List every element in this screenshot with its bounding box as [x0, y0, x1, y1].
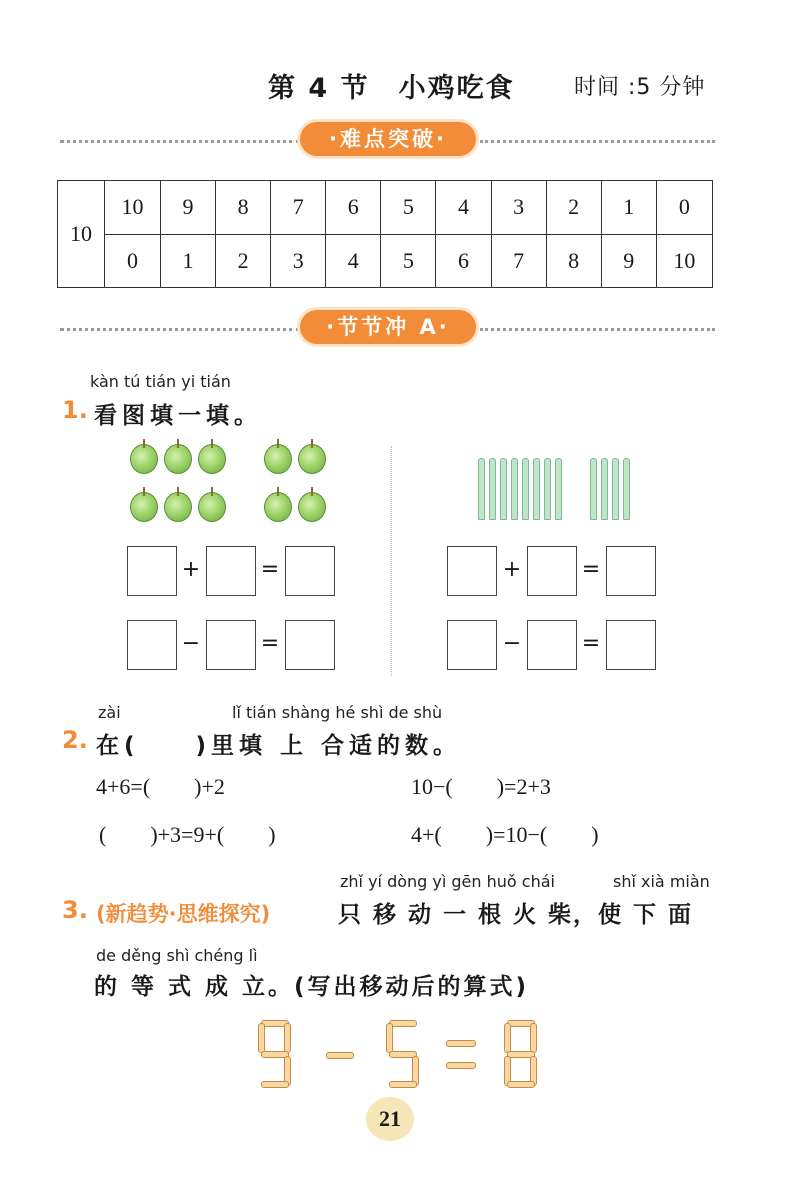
dotted-divider — [480, 140, 715, 143]
table-row — [58, 234, 713, 288]
answer-box[interactable] — [527, 620, 577, 670]
minus-sign: − — [502, 631, 522, 656]
equation-blank[interactable]: ( )+3=9+( ) — [99, 822, 276, 847]
dotted-divider — [391, 446, 392, 676]
table-cell: 6 — [436, 234, 491, 288]
q2-number: 2. — [62, 726, 88, 754]
stick-bundle-right — [590, 458, 634, 522]
minus-sign: − — [181, 631, 201, 656]
table-cell: 3 — [271, 234, 326, 288]
equation-blank[interactable]: 4+( )=10−( ) — [411, 822, 599, 847]
answer-box[interactable] — [447, 620, 497, 670]
apple-image — [264, 492, 292, 522]
q3-text-line-1: 只 移 动 一 根 火 柴，使 下 面 — [338, 902, 694, 928]
equals-sign: = — [581, 557, 601, 582]
answer-box[interactable] — [447, 546, 497, 596]
equals-sign: = — [260, 631, 280, 656]
answer-box[interactable] — [285, 620, 335, 670]
answer-box[interactable] — [206, 620, 256, 670]
q1-text: 看图填一填。 — [94, 403, 262, 429]
equation-blank[interactable]: 4+6=( )+2 — [96, 774, 225, 799]
q2-pinyin-1: zài — [98, 703, 121, 722]
q1-pinyin: kàn tú tián yi tián — [90, 372, 231, 391]
table-cell: 10 — [656, 234, 712, 288]
section-banner-difficulty: ·难点突破· — [300, 122, 476, 156]
table-cell: 1 — [160, 234, 215, 288]
matchstick-digit-5 — [386, 1020, 418, 1088]
dotted-divider — [480, 328, 715, 331]
table-cell: 3 — [491, 181, 546, 235]
lesson-title: 第 4 节 小鸡吃食 — [268, 73, 515, 104]
apple-image — [298, 492, 326, 522]
q2-text: 在( )里填 上 合适的数。 — [96, 733, 462, 759]
apple-image — [198, 492, 226, 522]
q3-pinyin-3: de děng shì chéng lì — [96, 946, 258, 965]
answer-box[interactable] — [606, 620, 656, 670]
table-cell: 2 — [546, 181, 601, 235]
answer-box[interactable] — [127, 620, 177, 670]
matchstick-equation — [258, 1020, 548, 1090]
table-cell: 8 — [546, 234, 601, 288]
time-limit: 时间 :5 分钟 — [574, 75, 706, 100]
table-cell: 9 — [160, 181, 215, 235]
table-cell: 2 — [216, 234, 271, 288]
answer-box[interactable] — [606, 546, 656, 596]
table-cell: 10 — [104, 181, 160, 235]
apple-image — [264, 444, 292, 474]
decomposition-table — [57, 180, 713, 288]
apple-image — [130, 492, 158, 522]
matchstick-equals — [446, 1040, 478, 1070]
apple-image — [164, 492, 192, 522]
table-cell: 7 — [491, 234, 546, 288]
plus-sign: + — [181, 557, 201, 582]
answer-box[interactable] — [206, 546, 256, 596]
table-cell: 5 — [381, 181, 436, 235]
apple-image — [298, 444, 326, 474]
q2-pinyin-2: lǐ tián shàng hé shì de shù — [232, 703, 443, 722]
plus-sign: + — [502, 557, 522, 582]
table-cell: 0 — [656, 181, 712, 235]
matchstick-digit-8 — [504, 1020, 536, 1088]
dotted-divider — [60, 328, 300, 331]
q3-number: 3. — [62, 896, 88, 924]
table-cell: 0 — [104, 234, 160, 288]
matchstick-digit-9 — [258, 1020, 290, 1088]
q3-tag: (新趋势·思维探究) — [96, 902, 271, 926]
answer-box[interactable] — [285, 546, 335, 596]
table-cell: 8 — [216, 181, 271, 235]
answer-box[interactable] — [127, 546, 177, 596]
equals-sign: = — [581, 631, 601, 656]
matchstick-minus — [326, 1052, 354, 1059]
table-cell: 5 — [381, 234, 436, 288]
table-cell: 4 — [326, 234, 381, 288]
apple-image — [198, 444, 226, 474]
q3-text-line-2: 的 等 式 成 立。(写出移动后的算式) — [94, 974, 530, 1000]
equals-sign: = — [260, 557, 280, 582]
table-cell: 4 — [436, 181, 491, 235]
dotted-divider — [60, 140, 300, 143]
table-cell: 7 — [271, 181, 326, 235]
table-cell: 9 — [601, 234, 656, 288]
q3-pinyin-1: zhǐ yí dòng yì gēn huǒ chái — [340, 872, 555, 891]
equation-blank[interactable]: 10−( )=2+3 — [411, 774, 551, 799]
q3-pinyin-2: shǐ xià miàn — [613, 872, 710, 891]
table-row — [58, 181, 713, 235]
table-cell: 6 — [326, 181, 381, 235]
table-cell: 1 — [601, 181, 656, 235]
section-banner-practice: ·节节冲 A· — [300, 310, 476, 344]
stick-bundle-left — [478, 458, 568, 522]
table-total-cell: 10 — [58, 181, 105, 288]
q1-number: 1. — [62, 396, 88, 424]
apple-image — [130, 444, 158, 474]
apple-image — [164, 444, 192, 474]
page-number: 21 — [366, 1097, 414, 1141]
answer-box[interactable] — [527, 546, 577, 596]
